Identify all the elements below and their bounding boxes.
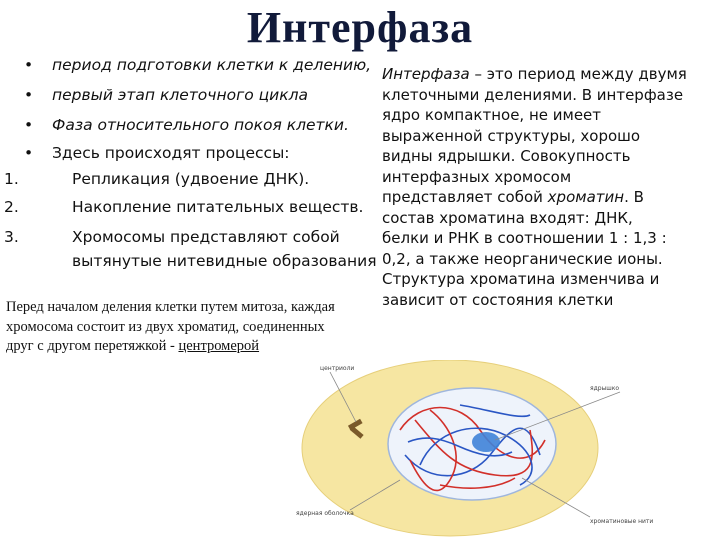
note-text: Перед началом деления клетки путем митоза, каждая хромосома состоит из двух хроматид, соединенных друг с другом перетяжкой - [6, 299, 335, 354]
process-number: 2. [4, 198, 19, 216]
definition-line: белки и РНК в соотношении 1 : 1,3 : [382, 229, 667, 247]
definition-line: зависит от состояния клетки [382, 290, 614, 309]
bullet-mark: • [24, 86, 34, 104]
process-number: 1. [4, 170, 19, 188]
process-text: Репликация (удвоение ДНК). [72, 170, 310, 188]
bullet-mark: • [24, 116, 34, 134]
bullet-mark: • [24, 56, 34, 74]
centromere-link[interactable]: центромерой [178, 338, 260, 354]
label-chromatin: хроматиновые нити [590, 518, 654, 525]
definition-line: Интерфаза – это период между двумя [382, 65, 687, 83]
definition-term: Интерфаза [382, 65, 470, 83]
bullet-text: период подготовки клетки к делению, [52, 56, 372, 74]
definition-block [382, 64, 718, 310]
definition-line: ядро компактное, не имеет [382, 106, 602, 124]
definition-line: представляет собой хроматин. В [382, 188, 644, 206]
bullet-mark: • [24, 144, 34, 162]
process-text: Хромосомы представляют собой [72, 228, 340, 246]
process-number: 3. [4, 228, 19, 246]
page-title: Интерфаза [246, 3, 474, 52]
definition-line: Структура хроматина изменчива и [382, 270, 660, 288]
label-nucleolus: ядрышко [590, 385, 620, 392]
nucleolus [472, 432, 500, 452]
definition-line: интерфазных хромосом [382, 167, 572, 186]
cell-diagram [290, 360, 720, 540]
definition-line: видны ядрышки. Совокупность [382, 147, 631, 165]
process-text: вытянутые нитевидные образования [72, 252, 377, 270]
mitosis-note [6, 298, 346, 357]
bullet-text: Здесь происходят процессы: [52, 144, 290, 162]
definition-line: 0,2, а также неорганические ионы. [382, 249, 663, 268]
label-centrioles: центриоли [320, 365, 355, 372]
label-nuclear-envelope: ядерная оболочка [296, 510, 354, 517]
bullet-text: первый этап клеточного цикла [52, 86, 309, 104]
definition-line: клеточными делениями. В интерфазе [382, 85, 684, 104]
chromatin-term: хроматин [547, 188, 625, 206]
process-text: Накопление питательных веществ. [72, 198, 364, 216]
definition-line: состав хроматина входят: ДНК, [382, 208, 633, 227]
bullet-text: Фаза относительного покоя клетки. [52, 116, 349, 134]
definition-line: выраженной структуры, хорошо [382, 126, 641, 145]
